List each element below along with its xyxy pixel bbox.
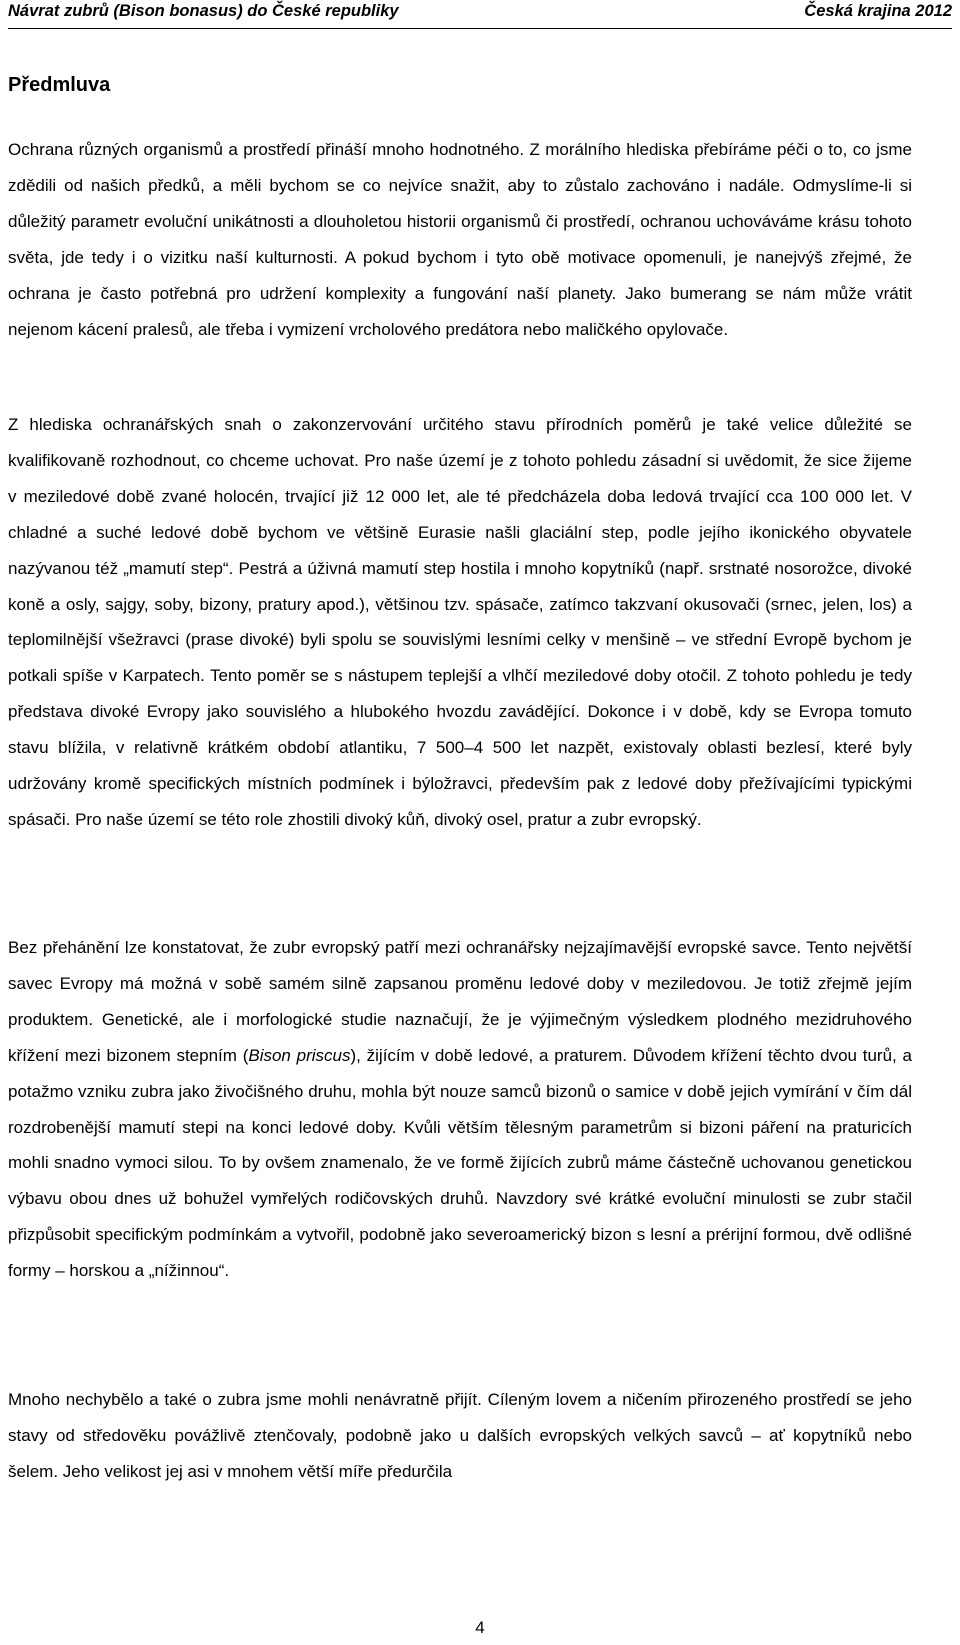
paragraph-1-text: Ochrana různých organismů a prostředí přináší mnoho hodnotného. Z morálního hlediska přebíráme péči o to, co jsme zdědili od našich předků, a měli bychom se co nejvíce snažit, aby to zůstalo zachováno i nadále. Odmyslíme-li si důležitý parametr evoluční unikátnosti a dlouholetou historii organismů či prostředí, ochranou uchováváme krásu tohoto světa, jde tedy i o vizitku naší kulturnosti. A pokud bychom i tyto obě motivace opomenuli, je nanejvýš zřejmé, že ochrana je často potřebná pro udržení komplexity a fungování naší planety. Jako bumerang se nám může vrátit nejenom kácení pralesů, ale třeba i vymizení vrcholového predátora nebo maličkého opylovače. bbox=[8, 140, 912, 339]
paragraph-3-text-end: ), žijícím v době ledové, a praturem. Důvodem křížení těchto dvou turů, a potažmo vzniku zubra jako živočišného druhu, mohla být nouze samců bizonů o samice v době jejich vymírání v čím dál rozdrobenější mamutí stepi na konci ledové doby. Kvůli větším tělesným parametrům si bizoni páření na praturicích mohli snadno vymoci silou. To by ovšem znamenalo, že ve formě žijících zubrů máme částečně uchovanou genetickou výbavu obou dnes už bohužel vymřelých rodičovských druhů. Navzdory své krátké evoluční minulosti se zubr stačil přizpůsobit specifickým podmínkám a vytvořil, podobně jako severoamerický bizon s lesní a prérijní formou, dvě odlišné formy – horskou a „nížinnou“. bbox=[8, 1045, 912, 1281]
paragraph-4-text: Mnoho nechybělo a také o zubra jsme mohli nenávratně přijít. Cíleným lovem a ničením přirozeného prostředí se jeho stavy od středověku povážlivě ztenčovaly, podobně jako u dalších evropských velkých savců – ať kopytníků nebo šelem. Jeho velikost jej asi v mnohem větší míře předurčila bbox=[8, 1390, 912, 1481]
running-header bbox=[8, 0, 952, 29]
section-title: Předmluva bbox=[8, 74, 111, 96]
paragraph-2 bbox=[8, 407, 912, 838]
paragraph-3 bbox=[8, 930, 912, 1289]
species-name-italic: Bison priscus bbox=[248, 1045, 351, 1065]
header-series-title: Česká krajina 2012 bbox=[804, 2, 952, 20]
paragraph-4 bbox=[8, 1382, 912, 1490]
paragraph-1 bbox=[8, 132, 912, 347]
paragraph-3-text-start: Bez přehánění lze konstatovat, že zubr evropský patří mezi ochranářsky nejzajímavější evropské savce. Tento největší savec Evropy má možná v sobě samém silně zapsanou proměnu ledové doby v meziledovou. Je totiž zřejmě jejím produktem. Genetické, ale i morfologické studie naznačují, že je výjimečným výsledkem plodného mezidruhového křížení mezi bizonem stepním ( bbox=[8, 938, 912, 1065]
paragraph-2-text: Z hlediska ochranářských snah o zakonzervování určitého stavu přírodních poměrů je také velice důležité se kvalifikovaně rozhodnout, co chceme uchovat. Pro naše území je z tohoto pohledu zásadní si uvědomit, že sice žijeme v meziledové době zvané holocén, trvající již 12 000 let, ale té předcházela doba ledová trvající cca 100 000 let. V chladné a suché ledové době bychom ve většině Eurasie našli glaciální step, podle jejího ikonického obyvatele nazývanou též „mamutí step“. Pestrá a úživná mamutí step hostila i mnoho kopytníků (např. srstnaté nosorožce, divoké koně a osly, sajgy, soby, bizony, pratury apod.), většinou tzv. spásače, zatímco takzvaní okusovači (srnec, jelen, los) a teplomilnější všežravci (prase divoké) byli spolu se souvislými lesními celky v menšině – ve střední Evropě bychom je potkali spíše v Karpatech. Tento poměr se s nástupem teplejší a vlhčí meziledové doby otočil. Z tohoto pohledu je tedy představa divoké Evropy jako souvislého a hlubokého hvozdu zavádějící. Dokonce i v době, kdy se Evropa tomuto stavu blížila, v relativně krátkém období atlantiku, 7 500–4 500 let nazpět, existovaly oblasti bezlesí, které byly udržovány kromě specifických místních podmínek i býložravci, především pak z ledové doby přežívajícími typickými spásači. Pro naše území se této role zhostili divoký kůň, divoký osel, pratur a zubr evropský. bbox=[8, 415, 912, 829]
page-number: 4 bbox=[475, 1618, 485, 1637]
header-document-title: Návrat zubrů (Bison bonasus) do České republiky bbox=[8, 2, 399, 20]
